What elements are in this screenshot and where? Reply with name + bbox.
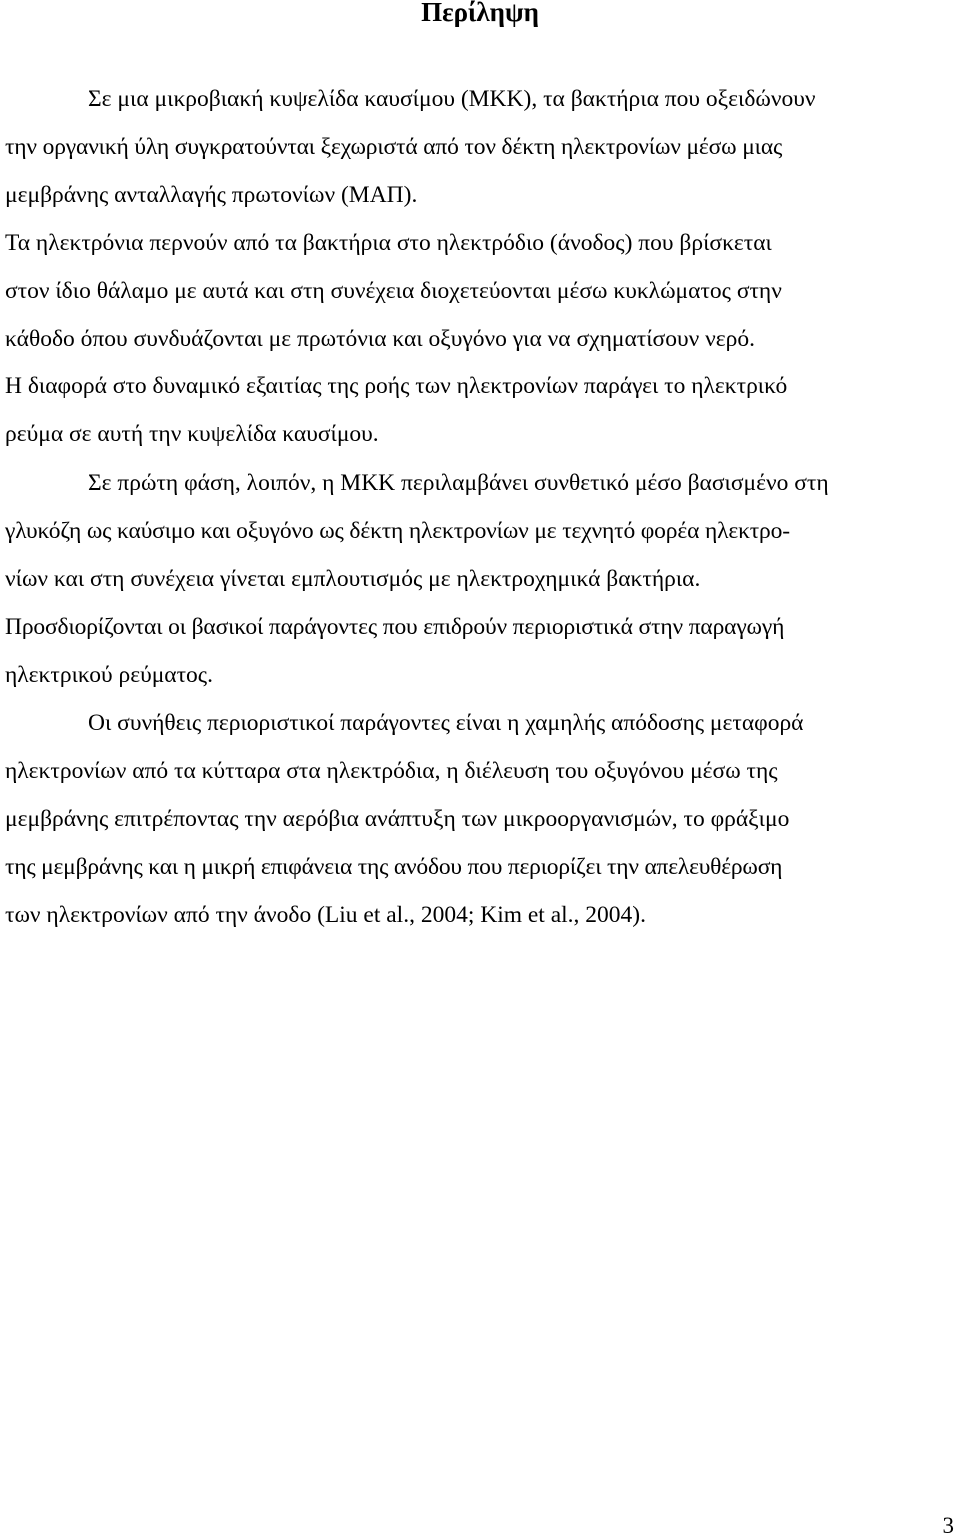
text-line: των ηλεκτρονίων από την άνοδο (Liu et al., 2004; Kim et al., 2004). (5, 901, 646, 928)
text-line: Η διαφορά στο δυναμικό εξαιτίας της ροής των ηλεκτρονίων παράγει το ηλεκτρικό (5, 373, 788, 400)
text-line: μεμβράνης ανταλλαγής πρωτονίων (ΜΑΠ). (5, 181, 418, 208)
text-line: ηλεκτρικού ρεύματος. (5, 661, 213, 688)
text-line: Τα ηλεκτρόνια περνούν από τα βακτήρια στο ηλεκτρόδιο (άνοδος) που βρίσκεται (5, 229, 772, 256)
text-line: την οργανική ύλη συγκρατούνται ξεχωριστά από τον δέκτη ηλεκτρονίων μέσω μιας (5, 133, 783, 160)
page-number: 3 (942, 1513, 954, 1538)
text-line: Σε μια μικροβιακή κυψελίδα καυσίμου (ΜΚΚ), τα βακτήρια που οξειδώνουν (88, 86, 816, 112)
text-line: της μεμβράνης και η μικρή επιφάνεια της ανόδου που περιορίζει την απελευθέρωση (5, 853, 783, 880)
text-line: Οι συνήθεις περιοριστικοί παράγοντες είναι η χαμηλής απόδοσης μεταφορά (88, 710, 804, 736)
text-line: νίων και στη συνέχεια γίνεται εμπλουτισμός με ηλεκτροχημικά βακτήρια. (5, 565, 701, 592)
text-line: ρεύμα σε αυτή την κυψελίδα καυσίμου. (5, 421, 379, 448)
abstract-paragraph-1 (5, 76, 955, 459)
page-title: Περίληψη (421, 0, 539, 27)
text-line: γλυκόζη ως καύσιμο και οξυγόνο ως δέκτη ηλεκτρονίων με τεχνητό φορέα ηλεκτρο- (5, 517, 790, 544)
text-line: στον ίδιο θάλαμο με αυτά και στη συνέχεια διοχετεύονται μέσω κυκλώματος στην (5, 277, 782, 304)
text-line: μεμβράνης επιτρέποντας την αερόβια ανάπτυξη των μικροοργανισμών, το φράξιμο (5, 805, 790, 832)
abstract-paragraph-2 (5, 460, 955, 700)
text-line: ηλεκτρονίων από τα κύτταρα στα ηλεκτρόδια, η διέλευση του οξυγόνου μέσω της (5, 757, 778, 784)
abstract-paragraph-3 (5, 700, 955, 940)
text-line: κάθοδο όπου συνδυάζονται με πρωτόνια και οξυγόνο για να σχηματίσουν νερό. (5, 325, 755, 352)
text-line: Σε πρώτη φάση, λοιπόν, η ΜΚΚ περιλαμβάνει συνθετικό μέσο βασισμένο στη (88, 470, 829, 496)
text-line: Προσδιορίζονται οι βασικοί παράγοντες που επιδρούν περιοριστικά στην παραγωγή (5, 613, 785, 640)
